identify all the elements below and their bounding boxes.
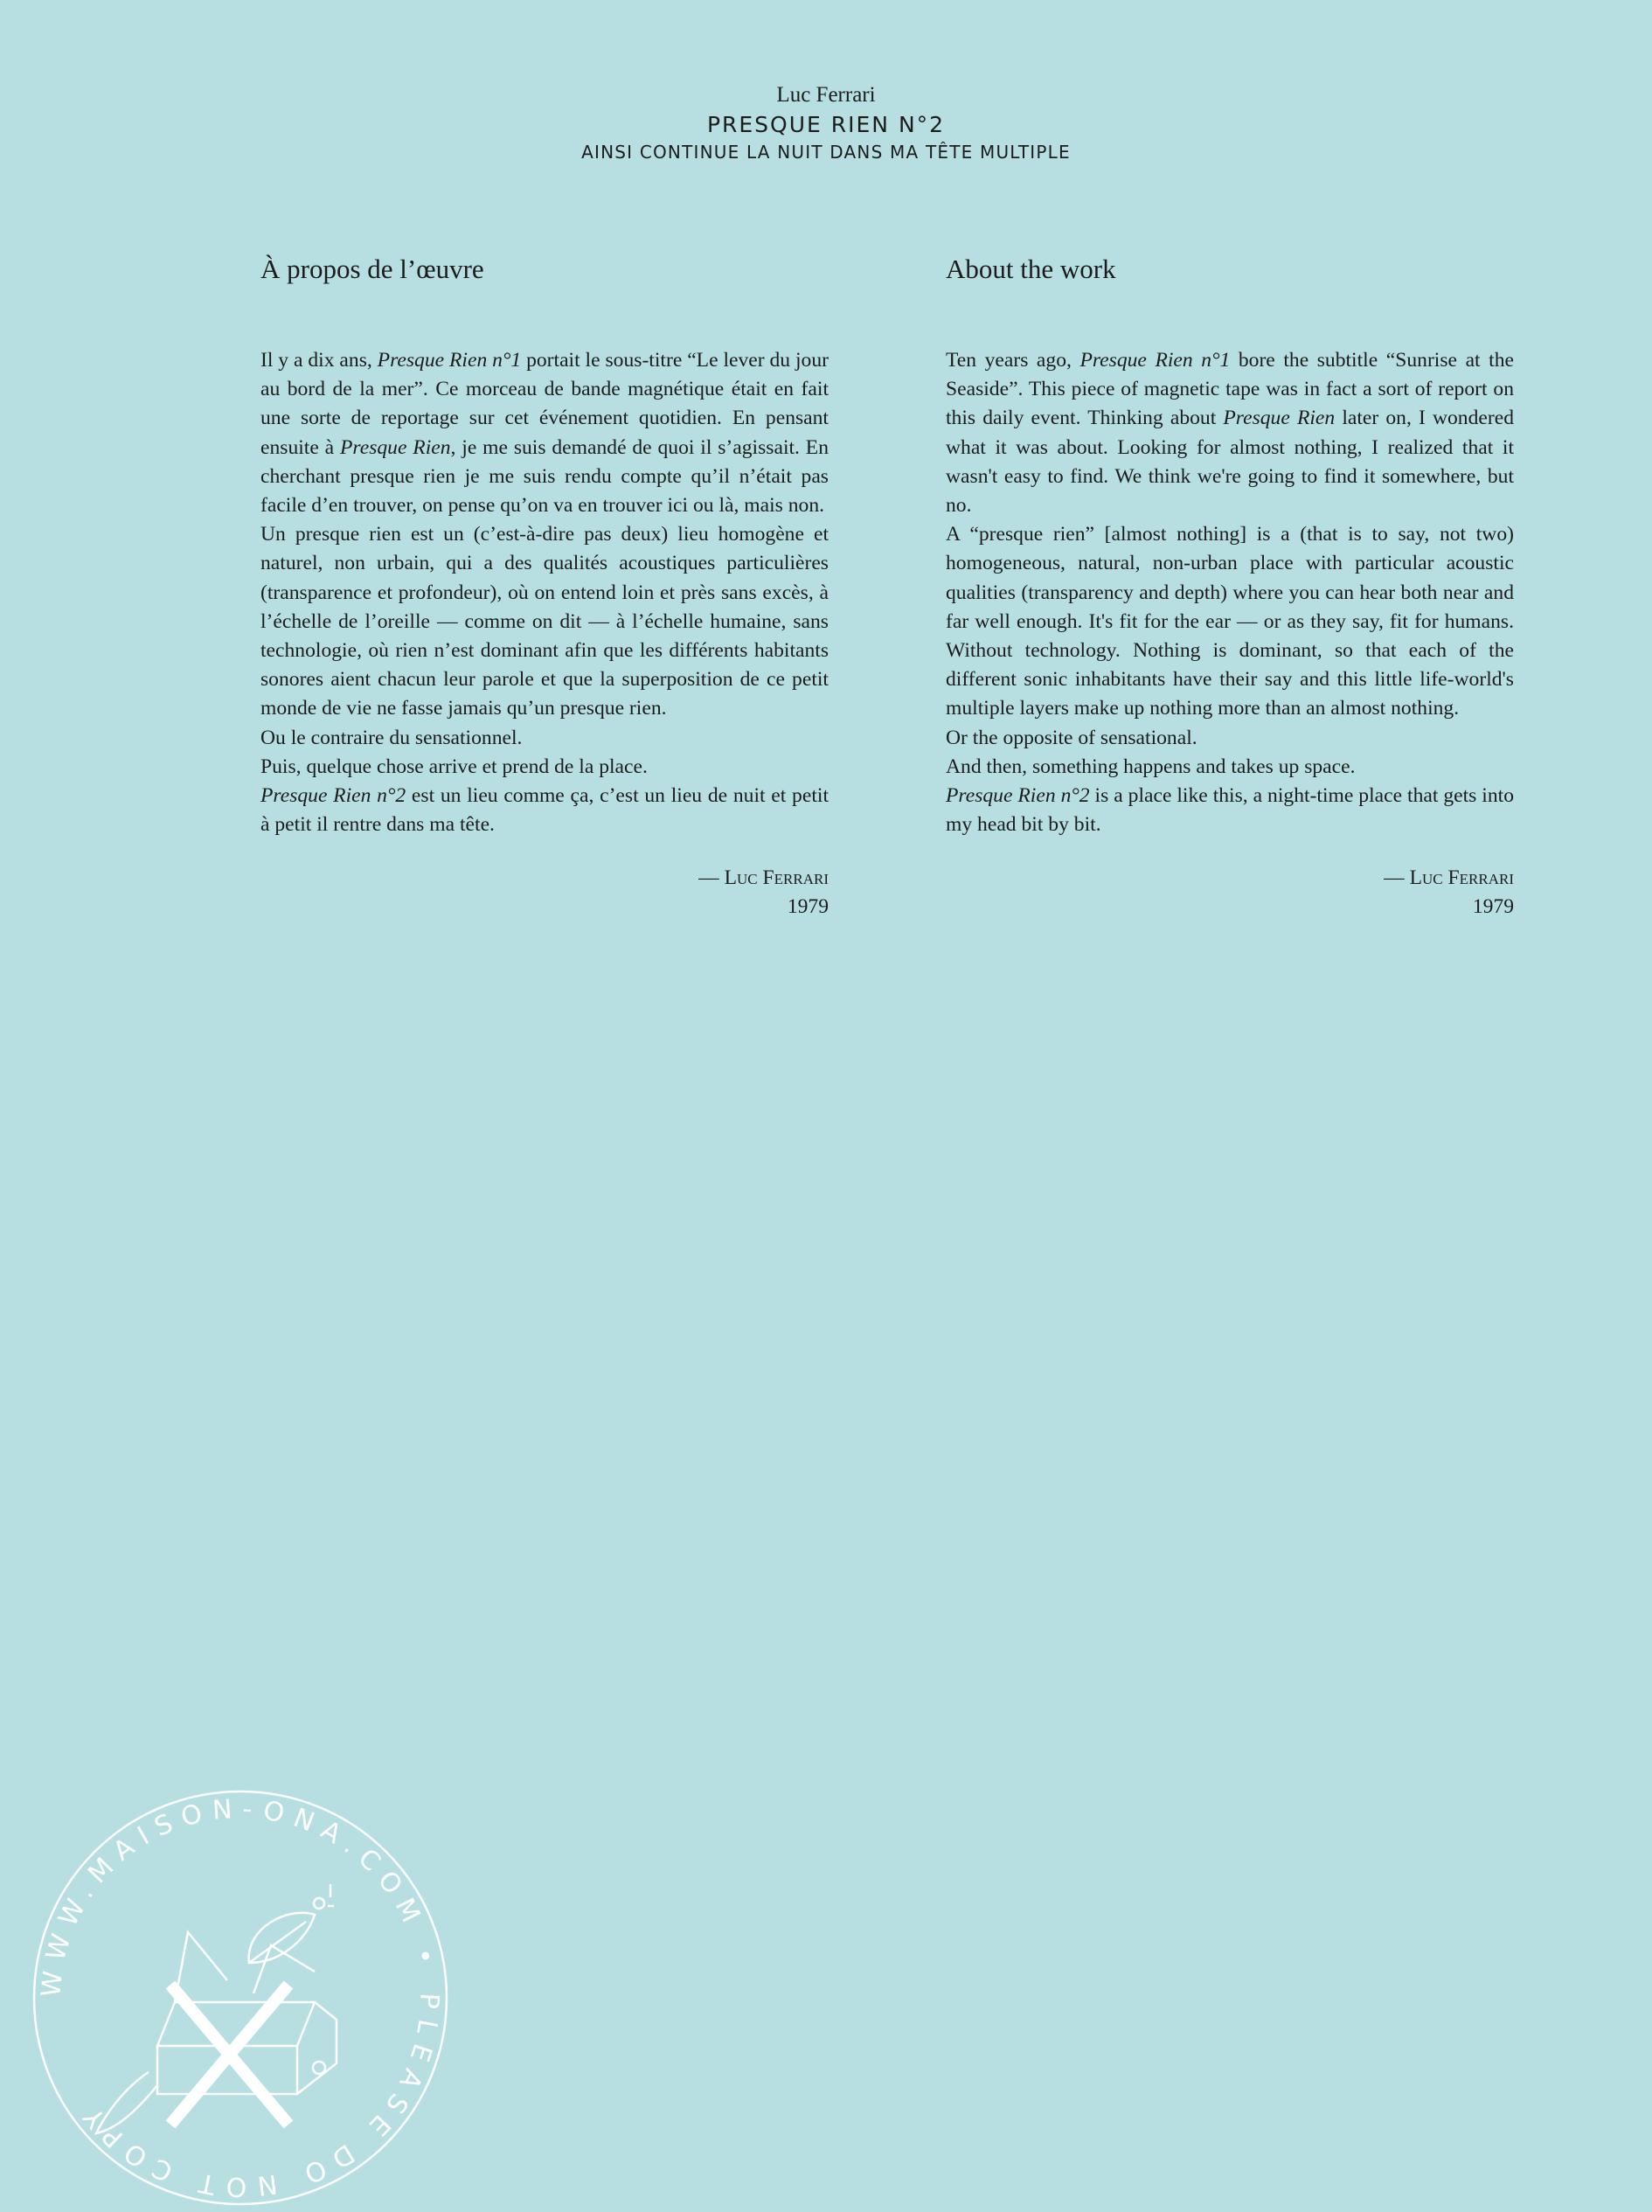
italic-title: Presque Rien [1223,407,1336,430]
english-column [946,252,1514,922]
italic-title: Presque Rien n°1 [377,349,522,372]
italic-title: Presque Rien n°2 [260,784,406,808]
text-segment: , je me suis demandé de quoi il s’agissait. En cherchant presque rien je me suis rendu compte qu’il n’était pas facile d’en trouver, on pense qu’on va en trouver ici ou là, mais non. [260,435,829,518]
text-segment: is a place like this, a night-time place that gets into my head bit by bit. [946,784,1514,837]
english-year: 1979 [1472,895,1514,919]
french-paragraph-1 [260,346,829,520]
english-signature: — Luc Ferrari [1384,866,1514,890]
stamp-text: WWW.MAISON-ONA.COM • PLEASE DO NOT COPY [36,1793,445,2202]
text-segment: portait le sous-titre “Le lever du jour au bord de la mer”. Ce morceau de bande magnétique était en fait une sorte de reportage sur cet événement quotidien. En pensant ensuite à [260,349,829,459]
english-paragraph-2: A “presque rien” [almost nothing] is a (that is to say, not two) homogeneous, natural, non-urban place with particular acoustic qualities (transparency and depth) where you can hear both near and far well enough. It's fit for the ear — or as they say, fit for humans. Without technology. Nothing is dominant, so that each of the different sonic inhabitants have their say and this little life-world's multiple layers make up nothing more than an almost nothing. [946,523,1514,720]
english-signature-block [946,864,1514,922]
french-signature: — Luc Ferrari [698,866,829,890]
french-signature-block [260,864,829,922]
english-paragraph-5 [946,782,1514,839]
watermark-stamp [26,1784,455,2212]
french-body [260,346,829,839]
page-header [0,80,1652,164]
french-heading: À propos de l’œuvre [260,254,484,284]
text-segment: later on, I wondered what it was about. Looking for almost nothing, I realized that it wasn't easy to find. We think we're going to find it somewhere, but no. [946,407,1514,518]
french-paragraph-3: Ou le contraire du sensationnel. [260,726,523,749]
work-title: PRESQUE RIEN N°2 [706,112,946,137]
english-paragraph-4: And then, something happens and takes up space. [946,755,1356,778]
english-heading: About the work [946,254,1116,284]
french-paragraph-4: Puis, quelque chose arrive et prend de la place. [260,755,648,778]
italic-title: Presque Rien n°1 [1079,349,1231,372]
italic-title: Presque Rien [340,435,451,459]
english-body [946,346,1514,839]
text-segment: Ten years ago, [946,349,1080,372]
french-year: 1979 [787,895,829,919]
work-subtitle: AINSI CONTINUE LA NUIT DANS MA TÊTE MULTIPLE [581,142,1071,163]
french-paragraph-5 [260,782,829,839]
italic-title: Presque Rien n°2 [946,784,1090,808]
text-segment: bore the subtitle “Sunrise at the Seaside”. This piece of magnetic tape was in fact a sort of report on this daily event. Thinking about [946,349,1514,430]
stamp-logo-icon [96,1884,337,2133]
text-segment: est un lieu comme ça, c’est un lieu de nuit et petit à petit il rentre dans ma tête. [260,784,829,837]
composer-name: Luc Ferrari [776,83,876,107]
english-paragraph-3: Or the opposite of sensational. [946,726,1197,749]
english-paragraph-1 [946,346,1514,520]
french-column [260,252,829,922]
french-paragraph-2: Un presque rien est un (c’est-à-dire pas deux) lieu homogène et naturel, non urbain, qui a des qualités acoustiques particulières (transparence et profondeur), où on entend loin et près sans excès, à l’échelle de l’oreille — comme on dit — à l’échelle humaine, sans technologie, où rien n’est dominant afin que les différents habitants sonores aient chacun leur parole et que la superposition de ce petit monde de vie ne fasse jamais qu’un presque rien. [260,523,829,720]
stamp-outer-ring [34,1791,447,2204]
text-segment: Il y a dix ans, [260,349,378,372]
